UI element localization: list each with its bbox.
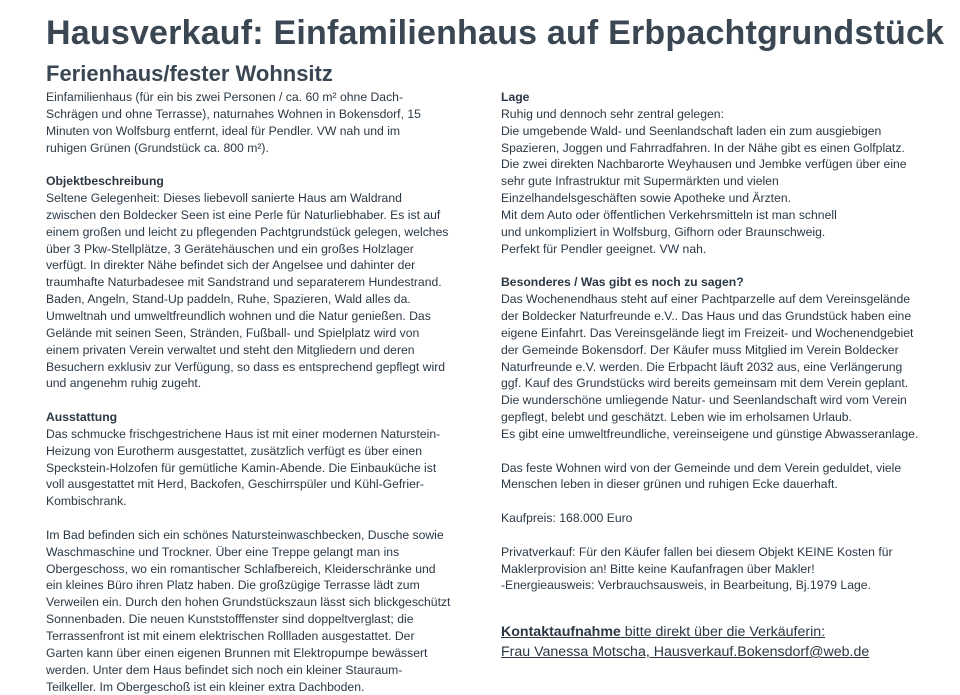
bad-line: Obergeschoss, wo ein romantischer Schlafbereich, Kleiderschränke und — [46, 561, 436, 576]
besonderes-line: Naturfreunde e.V. werden. Die Erbpacht läuft 2032 aus, eine Verlängerung — [501, 359, 903, 374]
wohnen-line: Menschen leben in dieser grünen und ruhigen Ecke dauerhaft. — [501, 477, 838, 492]
bad-line: Sonnenbaden. Die neuen Kunststofffenster sind doppeltverglast; die — [46, 612, 414, 627]
contact-email-line[interactable]: Frau Vanessa Motscha, Hausverkauf.Bokensdorf@web.de — [501, 644, 870, 660]
left-column — [46, 89, 466, 695]
ausstattung-line: Speckstein-Holzofen für gemütliche Kamin-Abende. Die Einbauküche ist — [46, 460, 437, 475]
objekt-line: und angenehm ruhig zugeht. — [46, 376, 202, 391]
objekt-heading: Objektbeschreibung — [46, 174, 164, 189]
lage-line: Perfekt für Pendler geeignet. VW nah. — [501, 241, 707, 256]
ausstattung-line: voll ausgestattet mit Herd, Backofen, Geschirrspüler und Kühl-Gefrier- — [46, 477, 424, 492]
wohnen-line: Das feste Wohnen wird von der Gemeinde und dem Verein geduldet, viele — [501, 460, 902, 475]
lage-paragraph — [501, 106, 941, 258]
ausstattung-heading: Ausstattung — [46, 410, 118, 425]
objekt-line: einem privaten Verein verwaltet und steht den Mitgliedern und deren — [46, 342, 415, 357]
privat-line: -Energieausweis: Verbrauchsausweis, in Bearbeitung, Bj.1979 Lage. — [501, 578, 871, 593]
intro-line: Schrägen und ohne Terrasse), naturnahes Wohnen in Bokensdorf, 15 — [46, 106, 421, 121]
objekt-line: zwischen den Boldecker Seen ist eine Perle für Naturliebhaber. Es ist auf — [46, 207, 441, 222]
objekt-line: Gelände mit seinen Seen, Stränden, Fußball- und Spielplatz wird von — [46, 325, 420, 340]
besonderes-line: gepflegt, belebt und geschätzt. Leben wie im erholsamen Urlaub. — [501, 410, 852, 425]
bad-line: Im Bad befinden sich ein schönes Natursteinwaschbecken, Dusche sowie — [46, 527, 444, 542]
lage-line: Spazieren, Joggen und Fahrradfahren. In der Nähe gibt es einen Golfplatz. — [501, 140, 905, 155]
bad-line: ein kleines Büro ihren Platz haben. Die großzügige Terrasse lädt zum — [46, 578, 420, 593]
contact-label: Kontaktaufnahme — [501, 624, 621, 640]
contact-line — [501, 622, 869, 642]
objekt-line: traumhafte Naturbadesee mit Sandstrand und separaterem Hundestrand. — [46, 275, 442, 290]
lage-line: und unkompliziert in Wolfsburg, Gifhorn oder Braunschweig. — [501, 224, 826, 239]
besonderes-line: Die wunderschöne umliegende Natur- und Seenlandschaft wird vom Verein — [501, 393, 907, 408]
objekt-line: Besuchern exklusiv zur Verfügung, so dass es entsprechend gepflegt wird — [46, 359, 446, 374]
contact-block — [501, 622, 869, 662]
objekt-line: Baden, Angeln, Stand-Up paddeln, Ruhe, Spazieren, Wald alles da. — [46, 292, 411, 307]
privat-line: Maklerprovision an! Bitte keine Kaufanfragen über Makler! — [501, 561, 815, 576]
objekt-line: Seltene Gelegenheit: Dieses liebevoll sanierte Haus am Waldrand — [46, 191, 402, 206]
objekt-line: einem großen und leicht zu pflegenden Pachtgrundstück gelegen, welches — [46, 224, 449, 239]
right-column — [501, 89, 941, 594]
intro-paragraph — [46, 89, 466, 156]
bad-line: Teilkeller. Im Obergeschoß ist ein kleiner extra Dachboden. — [46, 679, 365, 694]
besonderes-line: ggf. Kauf des Grundstücks wird bereits gemeinsam mit dem Verein geplant. — [501, 376, 909, 391]
bad-paragraph — [46, 527, 466, 695]
wohnen-paragraph — [501, 460, 941, 494]
lage-line: sehr gute Infrastruktur mit Supermärkten und vielen — [501, 174, 779, 189]
privatverkauf-paragraph — [501, 544, 941, 595]
lage-line: Die zwei direkten Nachbarorte Weyhausen und Jembke verfügen über eine — [501, 157, 907, 172]
contact-instruction: bitte direkt über die Verkäuferin: — [620, 624, 826, 640]
besonderes-line: eigene Einfahrt. Das Vereinsgelände liegt im Freizeit- und Wochenendgebiet — [501, 325, 914, 340]
bad-line: Terrassenfront ist mit einem elektrischen Rollladen ausgestattet. Der — [46, 629, 415, 643]
besonderes-line: der Gemeinde Bokensdorf. Der Käufer muss Mitglied im Verein Boldecker — [501, 342, 899, 357]
page-title: Hausverkauf: Einfamilienhaus auf Erbpachtgrundstück — [46, 14, 945, 52]
kaufpreis-text: Kaufpreis: 168.000 Euro — [501, 511, 633, 526]
privat-line: Privatverkauf: Für den Käufer fallen bei diesem Objekt KEINE Kosten für — [501, 544, 893, 559]
lage-heading: Lage — [501, 90, 530, 104]
ausstattung-line: Das schmucke frischgestrichene Haus ist mit einer modernen Naturstein- — [46, 426, 441, 441]
lage-line: Einzelhandelsgeschäften sowie Apotheke und Ärzten. — [501, 191, 791, 206]
ausstattung-line: Heizung von Eurotherm ausgestattet, zusätzlich verfügt es über einen — [46, 443, 422, 458]
besonderes-paragraph — [501, 291, 941, 443]
besonderes-line: Es gibt eine umweltfreundliche, vereinseigene und günstige Abwasseranlage. — [501, 426, 919, 441]
bad-line: Garten kann über einen eigenen Brunnen mit Elektropumpe bewässert — [46, 645, 428, 660]
objekt-line: über 3 Pkw-Stellplätze, 3 Gerätehäuschen und ein großes Holzlager — [46, 241, 414, 256]
besonderes-line: der Boldecker Naturfreunde e.V.. Das Haus und das Grundstück haben eine — [501, 308, 912, 323]
lage-line: Mit dem Auto oder öffentlichen Verkehrsmitteln ist man schnell — [501, 207, 837, 222]
ausstattung-line: Kombischrank. — [46, 494, 127, 509]
intro-line: Minuten von Wolfsburg entfernt, ideal für Pendler. VW nah und im — [46, 123, 401, 138]
intro-line: ruhigen Grünen (Grundstück ca. 800 m²). — [46, 140, 269, 155]
objekt-line: Umweltnah und umweltfreundlich wohnen und die Natur genießen. Das — [46, 308, 431, 323]
bad-line: werden. Unter dem Haus befindet sich noch ein kleiner Stauraum- — [46, 662, 403, 677]
besonderes-line: Das Wochenendhaus steht auf einer Pachtparzelle auf dem Vereinsgelände — [501, 292, 911, 307]
lage-line: Ruhig und dennoch sehr zentral gelegen: — [501, 106, 724, 121]
objekt-line: verfügt. In direkter Nähe befindet sich der Angelsee und dahinter der — [46, 258, 416, 273]
lage-line: Die umgebende Wald- und Seenlandschaft laden ein zum ausgiebigen — [501, 123, 882, 138]
besonderes-heading: Besonderes / Was gibt es noch zu sagen? — [501, 275, 744, 290]
bad-line: Verweilen ein. Durch den hohen Grundstückszaun lässt sich blickgeschützt — [46, 595, 451, 610]
ausstattung-paragraph — [46, 426, 466, 510]
intro-line: Einfamilienhaus (für ein bis zwei Personen / ca. 60 m² ohne Dach- — [46, 90, 403, 104]
objekt-paragraph — [46, 190, 466, 392]
bad-line: Waschmaschine und Trockner. Über eine Treppe gelangt man ins — [46, 544, 400, 559]
page-subtitle: Ferienhaus/fester Wohnsitz — [46, 61, 333, 86]
